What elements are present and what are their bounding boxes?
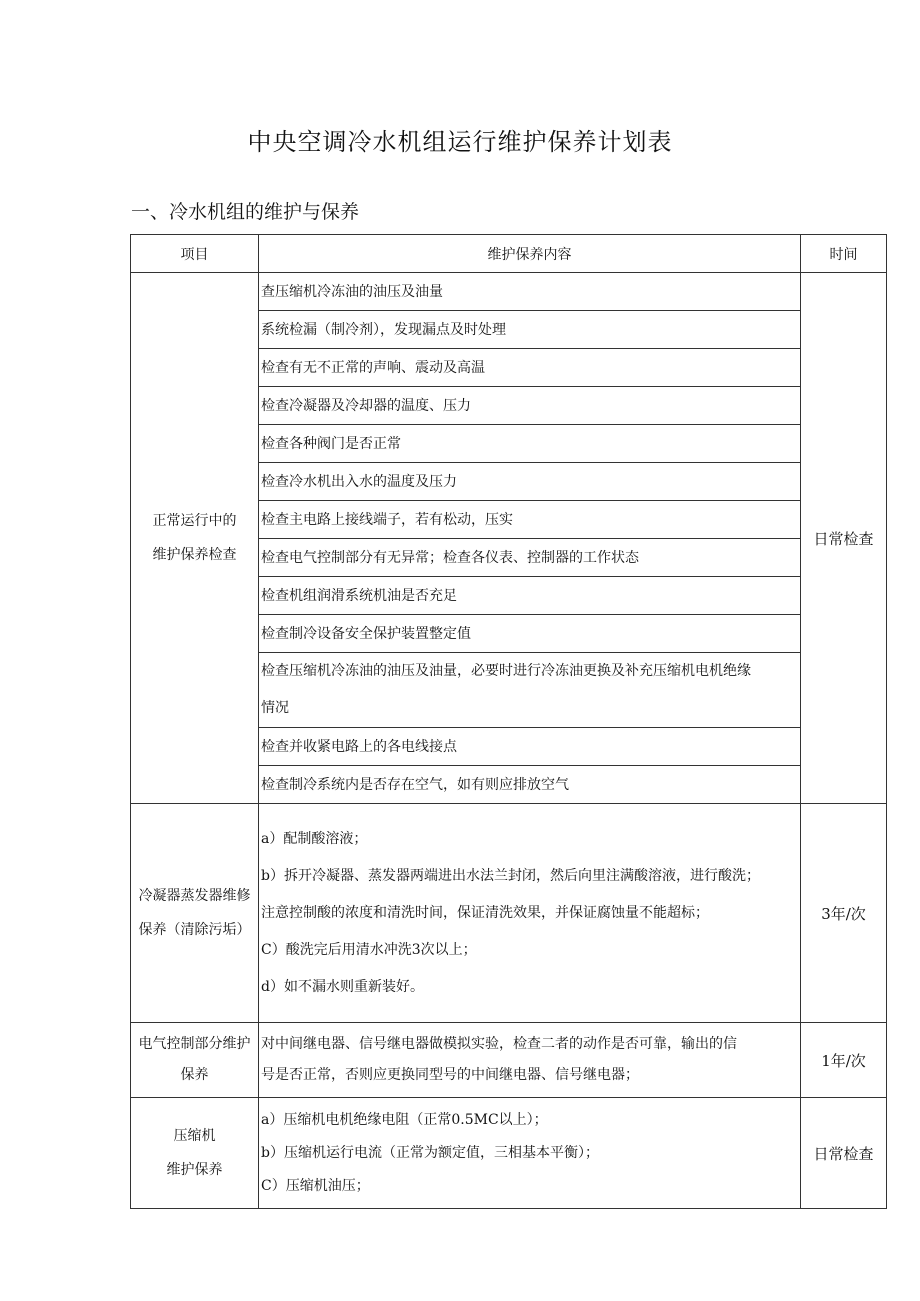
content-cell: 检查并收紧电路上的各电线接点	[259, 728, 801, 766]
header-row	[131, 235, 887, 273]
content-cell: 检查冷水机出入水的温度及压力	[259, 463, 801, 501]
category-cell: 压缩机 维护保养	[131, 1098, 259, 1209]
content-cell: 检查制冷设备安全保护装置整定值	[259, 615, 801, 653]
category-cell: 正常运行中的 维护保养检查	[131, 273, 259, 804]
content-cell: 检查冷凝器及冷却器的温度、压力	[259, 387, 801, 425]
table-row	[131, 1023, 887, 1098]
category-cell: 冷凝器蒸发器维修 保养（清除污垢）	[131, 804, 259, 1023]
content-cell: 检查制冷系统内是否存在空气，如有则应排放空气	[259, 766, 801, 804]
content-cell: 查压缩机冷冻油的油压及油量	[259, 273, 801, 311]
table-row	[131, 1098, 887, 1209]
time-cell: 日常检查	[801, 1098, 887, 1209]
content-cell: 系统检漏（制冷剂），发现漏点及时处理	[259, 311, 801, 349]
content-cell: a）压缩机电机绝缘电阻（正常0.5MC以上）； b）压缩机运行电流（正常为额定值，三相基本平衡）； C）压缩机油压；	[259, 1098, 801, 1209]
content-cell: 检查各种阀门是否正常	[259, 425, 801, 463]
content-cell: 检查压缩机冷冻油的油压及油量，必要时进行冷冻油更换及补充压缩机电机绝缘 情况	[259, 653, 801, 728]
content-cell: a）配制酸溶液； b）拆开冷凝器、蒸发器两端进出水法兰封闭，然后向里注满酸溶液，进行酸洗； 注意控制酸的浓度和清洗时间，保证清洗效果，并保证腐蚀量不能超标； C）酸洗完后用清水冲洗3次以上； d）如不漏水则重新装好。	[259, 804, 801, 1023]
header-content: 维护保养内容	[259, 235, 801, 273]
content-cell: 检查电气控制部分有无异常；检查各仪表、控制器的工作状态	[259, 539, 801, 577]
page-title: 中央空调冷水机组运行维护保养计划表	[247, 128, 673, 156]
time-cell: 日常检查	[801, 273, 887, 804]
header-item: 项目	[131, 235, 259, 273]
content-cell: 检查机组润滑系统机油是否充足	[259, 577, 801, 615]
time-cell: 3年/次	[801, 804, 887, 1023]
category-cell: 电气控制部分维护 保养	[131, 1023, 259, 1098]
table-row	[131, 273, 887, 311]
table-row	[131, 804, 887, 1023]
content-cell: 对中间继电器、信号继电器做模拟实验，检查二者的动作是否可靠，输出的信 号是否正常，否则应更换同型号的中间继电器、信号继电器；	[259, 1023, 801, 1098]
section-heading: 一、冷水机组的维护与保养	[131, 201, 360, 223]
time-cell: 1年/次	[801, 1023, 887, 1098]
content-cell: 检查有无不正常的声响、震动及高温	[259, 349, 801, 387]
header-time: 时间	[801, 235, 887, 273]
content-cell: 检查主电路上接线端子，若有松动，压实	[259, 501, 801, 539]
maintenance-table	[130, 234, 887, 1209]
